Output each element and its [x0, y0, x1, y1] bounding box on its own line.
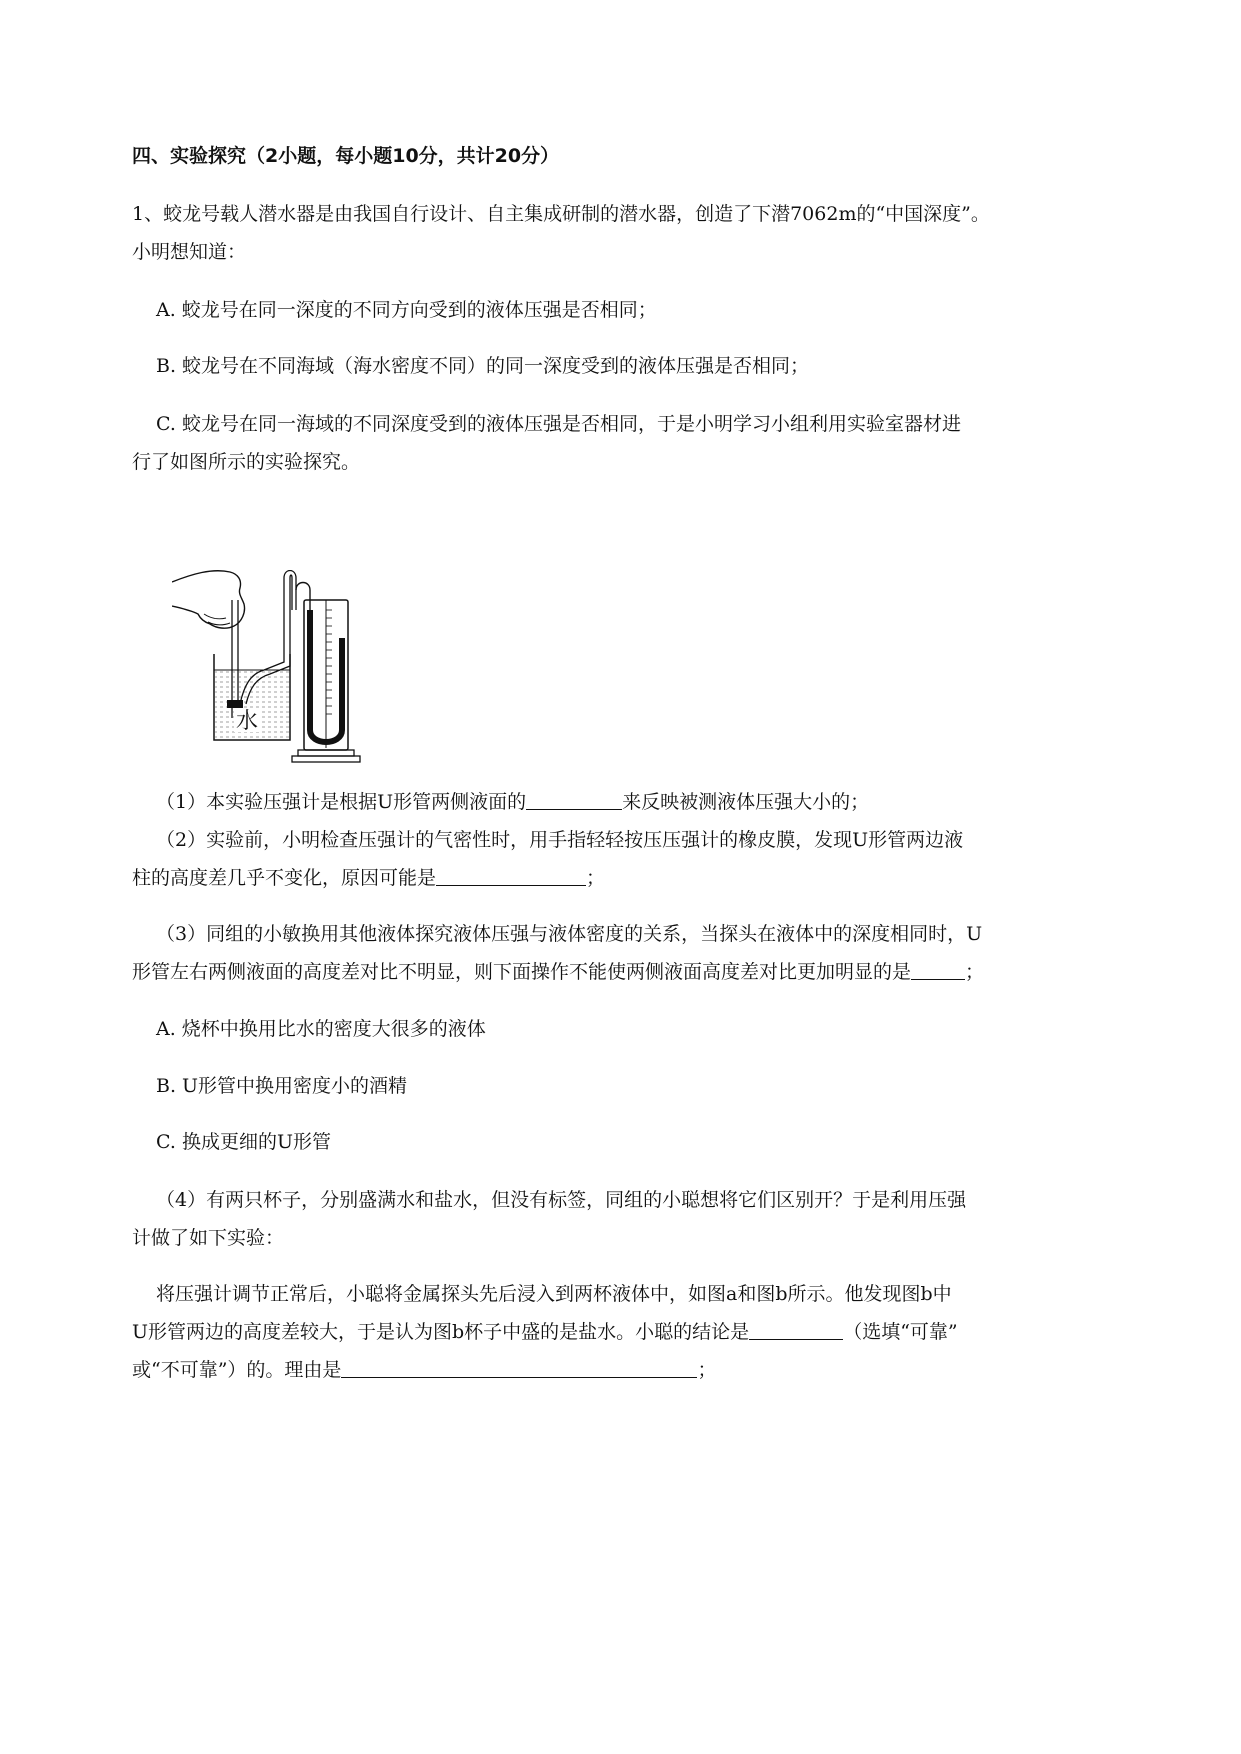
sub-question-3-choice-b: B. U形管中换用密度小的酒精: [156, 1075, 408, 1097]
hand-icon: [172, 571, 245, 628]
sub-question-3-choice-c: C. 换成更细的U形管: [156, 1131, 331, 1153]
sub-question-4-text-after: （选填“可靠”: [843, 1321, 958, 1343]
answer-blank-3[interactable]: [911, 960, 965, 980]
sub-question-3-text-before: 形管左右两侧液面的高度差对比不明显，则下面操作不能使两侧液面高度差对比更加明显的是: [132, 961, 912, 983]
answer-blank-5[interactable]: [341, 1358, 697, 1378]
sub-question-2-text-before: 柱的高度差几乎不变化，原因可能是: [132, 867, 437, 889]
option-b: B. 蛟龙号在不同海域（海水密度不同）的同一深度受到的液体压强是否相同；: [156, 355, 810, 377]
sub-question-4-reason-before: 或“不可靠”）的。理由是: [132, 1359, 342, 1381]
sub-question-4-line-2: 计做了如下实验：: [132, 1227, 285, 1249]
water-label: 水: [236, 709, 259, 734]
pressure-gauge-diagram: [172, 570, 402, 805]
option-c-line-2: 行了如图所示的实验探究。: [132, 451, 361, 473]
sub-question-3-choice-a: A. 烧杯中换用比水的密度大很多的液体: [156, 1018, 486, 1040]
sub-question-2-line-1: （2）实验前，小明检查压强计的气密性时，用手指轻轻按压压强计的橡皮膜，发现U形管两边液: [156, 829, 964, 851]
answer-blank-2[interactable]: [436, 866, 586, 886]
answer-blank-4[interactable]: [749, 1320, 843, 1340]
experiment-figure: [172, 570, 402, 805]
sub-question-4-paragraph-line-2: [132, 1319, 958, 1345]
sub-question-1-text-before: （1）本实验压强计是根据U形管两侧液面的: [156, 791, 527, 813]
section-heading: 四、实验探究（2小题，每小题10分，共计20分）: [132, 145, 560, 167]
option-c-line-1: C. 蛟龙号在同一海域的不同深度受到的液体压强是否相同，于是小明学习小组利用实验室器材进: [156, 413, 961, 435]
option-a: A. 蛟龙号在同一深度的不同方向受到的液体压强是否相同；: [156, 299, 657, 321]
sub-question-2-line-2: [132, 865, 605, 891]
u-tube-manometer: [292, 583, 360, 763]
question-intro-line-2: 小明想知道：: [132, 241, 247, 263]
question-intro-line-1: 1、蛟龙号载人潜水器是由我国自行设计、自主集成研制的潜水器，创造了下潜7062m的“中国深度”。: [132, 203, 990, 225]
sub-question-1: [156, 789, 869, 815]
sub-question-3-text-after: ；: [965, 961, 985, 983]
sub-question-4-text-before: U形管两边的高度差较大，于是认为图b杯子中盛的是盐水。小聪的结论是: [132, 1321, 750, 1343]
answer-blank-1[interactable]: [526, 790, 622, 810]
sub-question-4-reason-after: ；: [697, 1359, 717, 1381]
sub-question-1-text-after: 来反映被测液体压强大小的；: [622, 791, 870, 813]
sub-question-4-paragraph-line-3: [132, 1357, 716, 1383]
sub-question-3-line-2: [132, 959, 984, 985]
sub-question-4-paragraph-line-1: 将压强计调节正常后，小聪将金属探头先后浸入到两杯液体中，如图a和图b所示。他发现图b中: [156, 1283, 952, 1305]
sub-question-4-line-1: （4）有两只杯子，分别盛满水和盐水，但没有标签，同组的小聪想将它们区别开？于是利用压强: [156, 1189, 967, 1211]
sub-question-3-line-1: （3）同组的小敏换用其他液体探究液体压强与液体密度的关系，当探头在液体中的深度相同时，U: [156, 923, 983, 945]
sub-question-2-text-after: ；: [586, 867, 606, 889]
